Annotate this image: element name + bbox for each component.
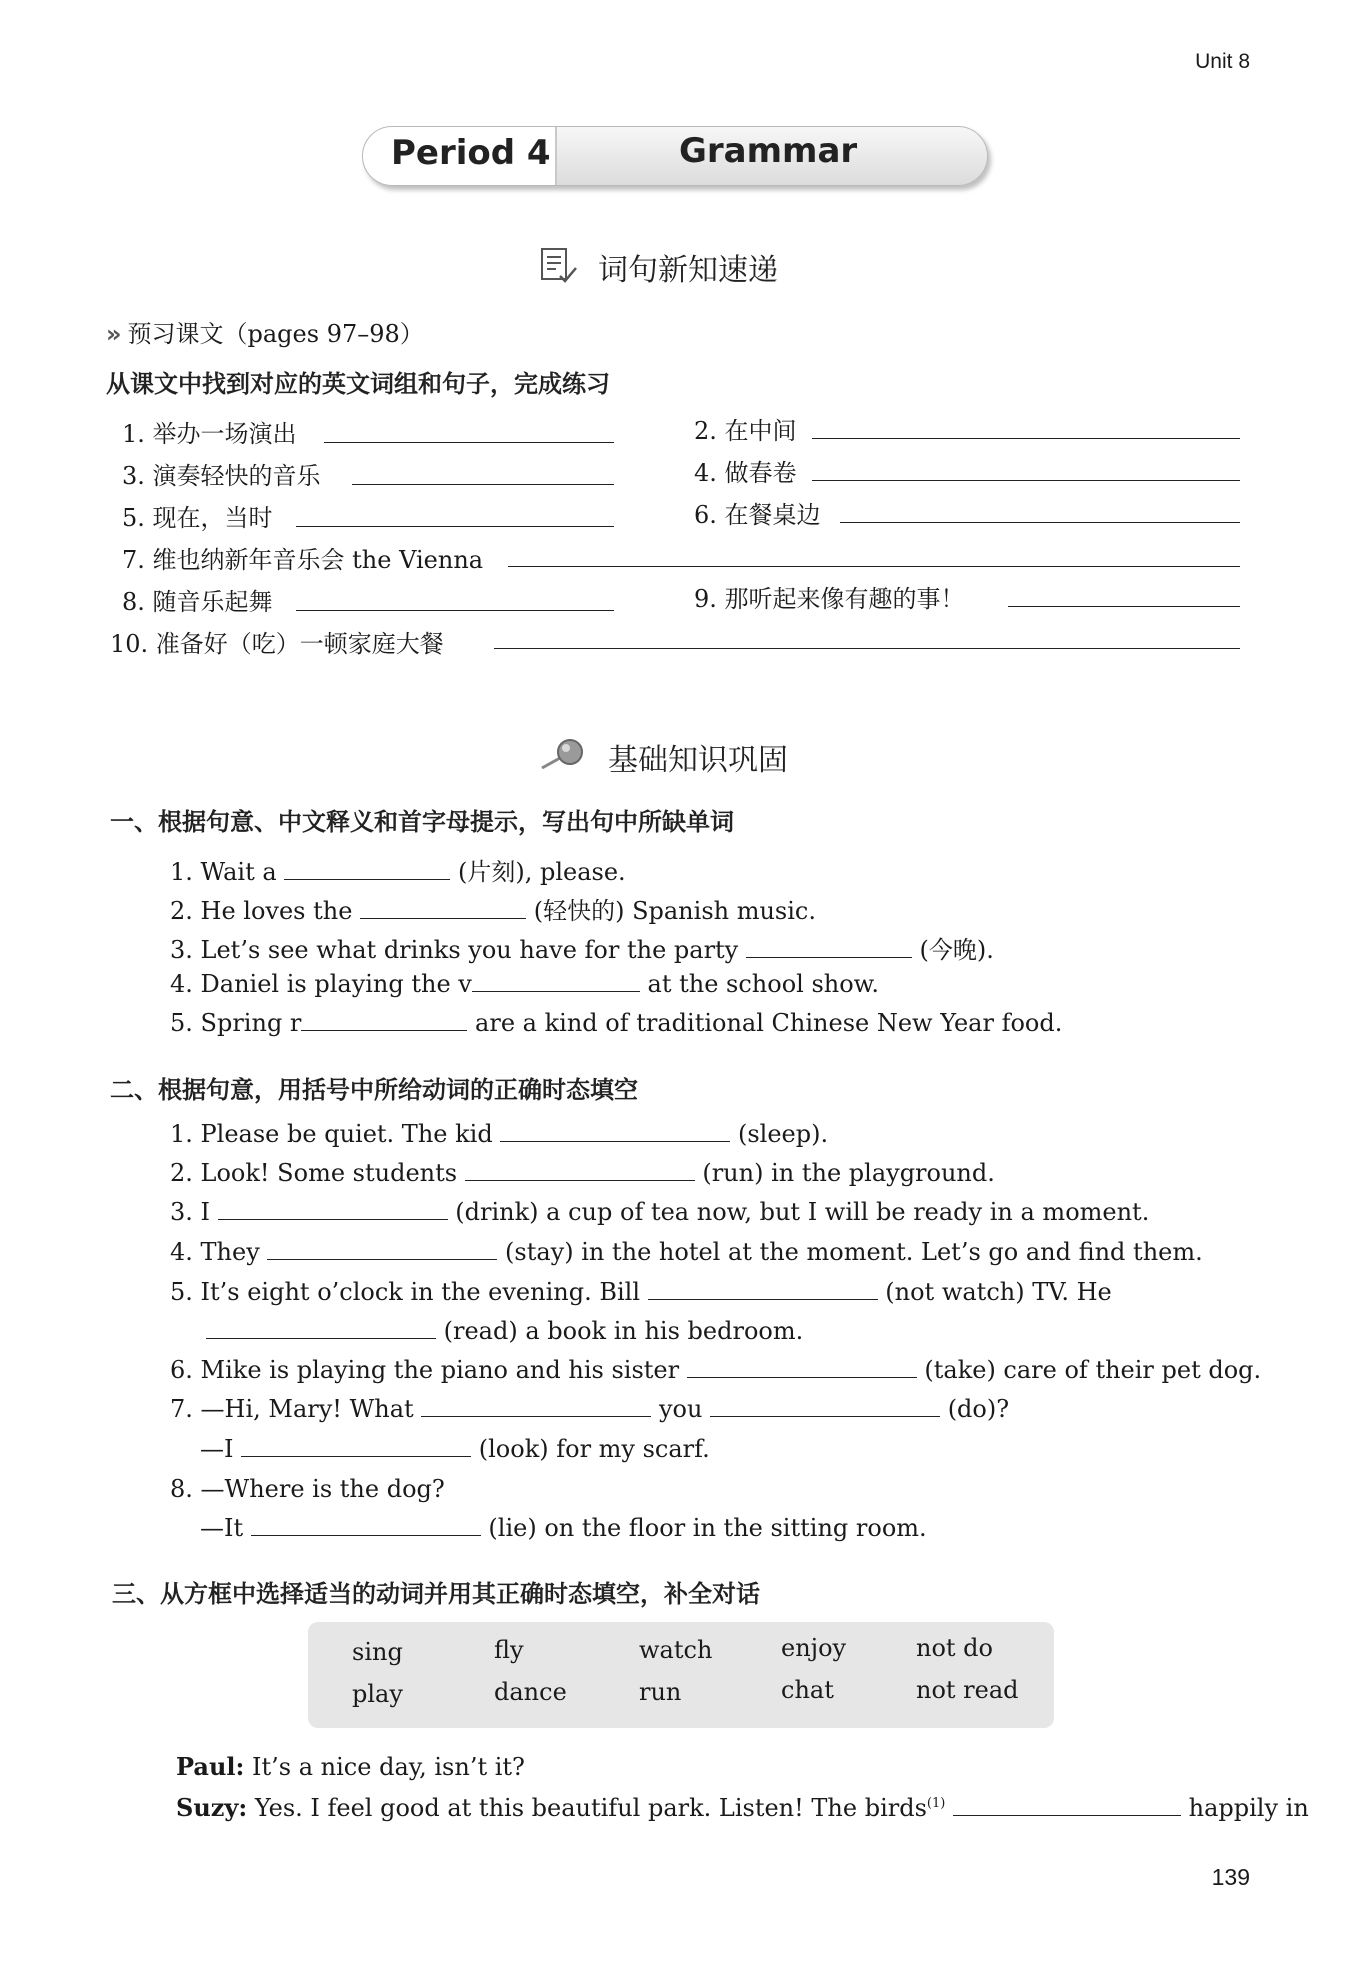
word-play: play	[352, 1680, 403, 1708]
part2-blank-10[interactable]	[241, 1436, 471, 1457]
part2-line-5-pre: 5. It’s eight o’clock in the evening. Bill	[170, 1278, 640, 1306]
part2-line-3	[170, 1198, 1149, 1226]
part2-line-4-pre: 4. They	[170, 1238, 260, 1266]
part1-blank-5[interactable]	[301, 1010, 467, 1031]
part2-blank-7[interactable]	[687, 1357, 917, 1378]
part2-line-2	[170, 1159, 995, 1187]
part2-blank-2[interactable]	[465, 1160, 695, 1181]
vocab-blank-7[interactable]	[508, 566, 1240, 567]
word-box	[308, 1622, 1054, 1728]
preview-line	[106, 314, 424, 349]
period-title: Grammar	[679, 131, 858, 171]
part2-line-7	[170, 1395, 1009, 1423]
dialogue-line-1	[176, 1752, 525, 1781]
part1-item-3	[170, 930, 994, 965]
notebook-icon	[538, 246, 578, 284]
part2-line-8-reply-post: (lie) on the floor in the sitting room.	[488, 1514, 927, 1542]
part1-blank-1[interactable]	[284, 859, 450, 880]
word-not-do: not do	[916, 1634, 993, 1662]
word-run: run	[639, 1678, 682, 1706]
part2-line-7-reply-post: (look) for my scarf.	[478, 1435, 710, 1463]
word-chat: chat	[781, 1676, 834, 1704]
vocab-item-4: 4. 做春卷	[694, 459, 797, 487]
part1-item-3-post: (今晚).	[919, 936, 994, 964]
part2-line-2-pre: 2. Look! Some students	[170, 1159, 458, 1187]
word-watch: watch	[639, 1636, 713, 1664]
dialogue-text-1: It’s a nice day, isn’t it?	[252, 1753, 525, 1781]
part1-item-2-post: (轻快的) Spanish music.	[533, 897, 816, 925]
period-label: Period 4	[391, 133, 551, 173]
part1-item-1-post: (片刻), please.	[457, 858, 626, 886]
part2-line-4-post: (stay) in the hotel at the moment. Let’s go and find them.	[505, 1238, 1203, 1266]
part2-blank-11[interactable]	[251, 1515, 481, 1536]
part2-line-3-post: (drink) a cup of tea now, but I will be ready in a moment.	[455, 1198, 1150, 1226]
dialogue-blank-1[interactable]	[953, 1795, 1181, 1816]
part2-line-7-post: (do)?	[947, 1395, 1010, 1423]
preview-text: 预习课文（pages 97–98）	[127, 320, 424, 348]
part2-line-1	[170, 1120, 828, 1148]
vocab-blank-9[interactable]	[1008, 606, 1240, 607]
page-number: 139	[1211, 1864, 1250, 1890]
part2-blank-3[interactable]	[218, 1199, 448, 1220]
vocab-item-5: 5. 现在，当时	[122, 504, 273, 532]
part2-line-7-reply-pre: —I	[200, 1435, 234, 1463]
vocab-blank-2[interactable]	[812, 438, 1240, 439]
speaker-paul: Paul:	[176, 1752, 245, 1781]
vocab-item-6: 6. 在餐桌边	[694, 501, 821, 529]
section1-instruction: 从课文中找到对应的英文词组和句子，完成练习	[106, 370, 610, 398]
double-chevron-icon: »	[106, 320, 122, 348]
dialogue-line-2	[176, 1793, 1309, 1822]
part2-line-7-reply	[200, 1435, 710, 1463]
part2-line-8	[170, 1475, 445, 1503]
section1-title: 词句新知速递	[598, 253, 778, 288]
part2-line-1-pre: 1. Please be quiet. The kid	[170, 1120, 493, 1148]
magnifier-icon	[540, 736, 586, 772]
part1-item-4-post: at the school show.	[647, 970, 879, 998]
part2-line-5-post: (not watch) TV. He	[885, 1278, 1112, 1306]
section2-title: 基础知识巩固	[608, 743, 788, 778]
part2-line-5	[170, 1278, 1112, 1306]
part2-blank-9[interactable]	[710, 1396, 940, 1417]
part2-line-8-reply-pre: —It	[200, 1514, 244, 1542]
part1-item-5-post: are a kind of traditional Chinese New Year food.	[475, 1009, 1063, 1037]
part2-line-6-post: (take) care of their pet dog.	[924, 1356, 1262, 1384]
part2-line-5-cont-post: (read) a book in his bedroom.	[443, 1317, 804, 1345]
part2-line-8-reply	[200, 1514, 927, 1542]
part2-blank-5[interactable]	[648, 1279, 878, 1300]
part1-item-1	[170, 852, 626, 887]
part2-line-1-post: (sleep).	[737, 1120, 829, 1148]
part1-blank-2[interactable]	[360, 898, 526, 919]
part2-blank-6[interactable]	[206, 1318, 436, 1339]
vocab-blank-3[interactable]	[352, 484, 614, 485]
part1-item-2	[170, 891, 816, 926]
word-sing: sing	[352, 1638, 403, 1666]
part2-line-2-post: (run) in the playground.	[702, 1159, 995, 1187]
part2-line-6	[170, 1356, 1261, 1384]
part1-item-3-pre: 3. Let’s see what drinks you have for the party	[170, 936, 739, 964]
word-enjoy: enjoy	[781, 1634, 847, 1662]
part1-item-2-pre: 2. He loves the	[170, 897, 353, 925]
part3-heading: 三、从方框中选择适当的动词并用其正确时态填空，补全对话	[112, 1580, 760, 1608]
vocab-blank-4[interactable]	[812, 480, 1240, 481]
word-dance: dance	[494, 1678, 567, 1706]
vocab-blank-6[interactable]	[840, 522, 1240, 523]
vocab-blank-1[interactable]	[324, 442, 614, 443]
part1-item-5	[170, 1009, 1062, 1037]
part1-item-5-pre: 5. Spring r	[170, 1009, 302, 1037]
vocab-item-8: 8. 随音乐起舞	[122, 588, 273, 616]
vocab-item-7: 7. 维也纳新年音乐会 the Vienna	[122, 546, 484, 574]
part2-line-8-pre: 8. —Where is the dog?	[170, 1475, 445, 1503]
part1-blank-4[interactable]	[472, 971, 640, 992]
vocab-item-3: 3. 演奏轻快的音乐	[122, 462, 321, 490]
vocab-item-2: 2. 在中间	[694, 417, 797, 445]
speaker-suzy: Suzy:	[176, 1793, 248, 1822]
part2-blank-1[interactable]	[500, 1121, 730, 1142]
part2-line-4	[170, 1238, 1203, 1266]
vocab-blank-8[interactable]	[296, 610, 614, 611]
part1-heading: 一、根据句意、中文释义和首字母提示，写出句中所缺单词	[110, 808, 734, 836]
part2-line-7-pre: 7. —Hi, Mary! What	[170, 1395, 414, 1423]
dialogue-text-2: Yes. I feel good at this beautiful park. Listen! The birds	[254, 1794, 927, 1822]
part1-item-4	[170, 970, 879, 998]
vocab-item-1: 1. 举办一场演出	[122, 420, 297, 448]
vocab-blank-5[interactable]	[296, 526, 614, 527]
dialogue-text-2-post: happily in	[1188, 1794, 1309, 1822]
part1-item-1-pre: 1. Wait a	[170, 858, 277, 886]
part2-line-6-pre: 6. Mike is playing the piano and his sister	[170, 1356, 680, 1384]
part2-line-7-mid: you	[658, 1395, 703, 1423]
part2-blank-4[interactable]	[267, 1239, 497, 1260]
word-not-read: not read	[916, 1676, 1019, 1704]
part1-item-4-pre: 4. Daniel is playing the v	[170, 970, 472, 998]
word-fly: fly	[494, 1636, 524, 1664]
part2-heading: 二、根据句意，用括号中所给动词的正确时态填空	[110, 1076, 638, 1104]
vocab-item-9: 9. 那听起来像有趣的事！	[694, 585, 965, 613]
vocab-item-10: 10. 准备好（吃）一顿家庭大餐	[110, 630, 444, 658]
vocab-blank-10[interactable]	[494, 648, 1240, 649]
part2-blank-8[interactable]	[421, 1396, 651, 1417]
part1-blank-3[interactable]	[746, 937, 912, 958]
part2-line-5-cont	[206, 1317, 803, 1345]
blank-number-1: (1)	[926, 1796, 946, 1811]
part2-line-3-pre: 3. I	[170, 1198, 211, 1226]
unit-label: Unit 8	[1195, 50, 1250, 73]
period-banner	[362, 126, 988, 186]
